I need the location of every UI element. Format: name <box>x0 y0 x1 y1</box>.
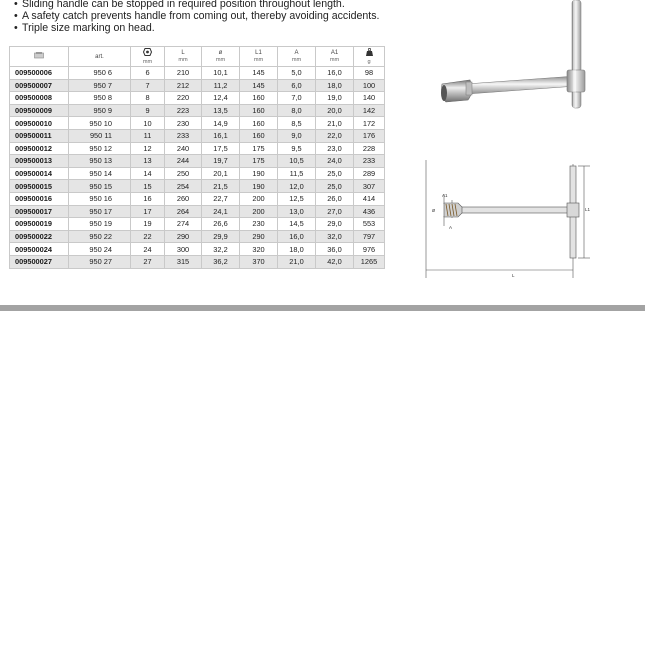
table-cell: 8,0 <box>278 104 316 117</box>
table-cell: 26,0 <box>316 192 354 205</box>
table-cell: 8 <box>131 92 165 105</box>
feature-item: • Sliding handle can be stopped in required position throughout length. <box>14 0 345 10</box>
product-code-cell: 009500027 <box>10 255 69 268</box>
product-code-cell: 009500022 <box>10 230 69 243</box>
article-cell: 950 27 <box>69 255 131 268</box>
table-cell: 233 <box>354 155 385 168</box>
table-cell: 9,5 <box>278 142 316 155</box>
t-handle-wrench-image <box>436 0 645 112</box>
table-cell: 11 <box>131 129 165 142</box>
table-row <box>10 167 385 180</box>
table-cell: 233 <box>165 129 202 142</box>
table-cell: 16,0 <box>316 67 354 80</box>
table-cell: 797 <box>354 230 385 243</box>
table-cell: 21,0 <box>316 117 354 130</box>
table-cell: 7,0 <box>278 92 316 105</box>
table-cell: 16 <box>131 192 165 205</box>
table-cell: 307 <box>354 180 385 193</box>
table-cell: 22 <box>131 230 165 243</box>
article-cell: 950 14 <box>69 167 131 180</box>
table-cell: 210 <box>165 67 202 80</box>
section-divider <box>0 305 645 311</box>
table-cell: 18,0 <box>316 79 354 92</box>
table-cell: 260 <box>165 192 202 205</box>
feature-list <box>14 0 379 34</box>
table-row <box>10 218 385 231</box>
table-cell: 10 <box>131 117 165 130</box>
table-cell: 23,0 <box>316 142 354 155</box>
table-row <box>10 205 385 218</box>
column-header: g <box>354 47 385 67</box>
table-cell: 290 <box>165 230 202 243</box>
table-cell: 228 <box>354 142 385 155</box>
article-cell: 950 6 <box>69 67 131 80</box>
table-cell: 10,1 <box>202 67 240 80</box>
table-cell: 145 <box>240 79 278 92</box>
table-cell: 145 <box>240 67 278 80</box>
table-cell: 18,0 <box>278 243 316 256</box>
table-cell: 42,0 <box>316 255 354 268</box>
table-row <box>10 155 385 168</box>
article-cell: 950 12 <box>69 142 131 155</box>
article-cell: 950 24 <box>69 243 131 256</box>
table-body <box>10 67 385 269</box>
product-code-cell: 009500010 <box>10 117 69 130</box>
table-cell: 12 <box>131 142 165 155</box>
table-cell: 12,5 <box>278 192 316 205</box>
table-cell: 244 <box>165 155 202 168</box>
table-cell: 414 <box>354 192 385 205</box>
table-cell: 9 <box>131 104 165 117</box>
table-cell: 230 <box>165 117 202 130</box>
table-cell: 14,9 <box>202 117 240 130</box>
column-header: art. <box>69 47 131 67</box>
product-code-cell: 009500017 <box>10 205 69 218</box>
article-cell: 950 7 <box>69 79 131 92</box>
label-a1: A1 <box>442 193 448 198</box>
table-cell: 315 <box>165 255 202 268</box>
product-code-cell: 009500011 <box>10 129 69 142</box>
table-cell: 300 <box>165 243 202 256</box>
table-cell: 12,4 <box>202 92 240 105</box>
table-cell: 13,5 <box>202 104 240 117</box>
table-cell: 200 <box>240 205 278 218</box>
table-cell: 223 <box>165 104 202 117</box>
table-cell: 27 <box>131 255 165 268</box>
table-row <box>10 67 385 80</box>
article-cell: 950 8 <box>69 92 131 105</box>
table-row <box>10 79 385 92</box>
feature-item: • Triple size marking on head. <box>14 22 155 34</box>
table-cell: 370 <box>240 255 278 268</box>
column-header: A1 mm <box>316 47 354 67</box>
table-cell: 6 <box>131 67 165 80</box>
table-cell: 160 <box>240 92 278 105</box>
article-cell: 950 9 <box>69 104 131 117</box>
table-cell: 100 <box>354 79 385 92</box>
table-cell: 13,0 <box>278 205 316 218</box>
table-row <box>10 142 385 155</box>
table-cell: 98 <box>354 67 385 80</box>
table-row <box>10 92 385 105</box>
table-cell: 29,9 <box>202 230 240 243</box>
table-cell: 16,1 <box>202 129 240 142</box>
table-cell: 976 <box>354 243 385 256</box>
table-cell: 10,5 <box>278 155 316 168</box>
product-code-cell: 009500012 <box>10 142 69 155</box>
table-cell: 14 <box>131 167 165 180</box>
product-code-cell: 009500007 <box>10 79 69 92</box>
product-code-cell: 009500015 <box>10 180 69 193</box>
article-cell: 950 11 <box>69 129 131 142</box>
table-cell: 190 <box>240 180 278 193</box>
column-header <box>10 47 69 67</box>
table-cell: 175 <box>240 155 278 168</box>
table-cell: 22,0 <box>316 129 354 142</box>
table-cell: 17 <box>131 205 165 218</box>
product-code-cell: 009500009 <box>10 104 69 117</box>
table-cell: 36,2 <box>202 255 240 268</box>
table-cell: 32,0 <box>316 230 354 243</box>
table-cell: 190 <box>240 167 278 180</box>
column-header: L mm <box>165 47 202 67</box>
table-cell: 264 <box>165 205 202 218</box>
table-cell: 7 <box>131 79 165 92</box>
label-a: A <box>449 225 453 230</box>
article-cell: 950 13 <box>69 155 131 168</box>
table-cell: 13 <box>131 155 165 168</box>
table-cell: 160 <box>240 117 278 130</box>
table-cell: 250 <box>165 167 202 180</box>
column-header: ø mm <box>202 47 240 67</box>
article-cell: 950 15 <box>69 180 131 193</box>
table-cell: 12,0 <box>278 180 316 193</box>
article-cell: 950 19 <box>69 218 131 231</box>
table-cell: 230 <box>240 218 278 231</box>
product-code-cell: 009500006 <box>10 67 69 80</box>
table-cell: 24,1 <box>202 205 240 218</box>
column-header: mm <box>131 47 165 67</box>
table-cell: 160 <box>240 129 278 142</box>
label-l: L <box>512 273 515 278</box>
table-cell: 175 <box>240 142 278 155</box>
table-cell: 20,0 <box>316 104 354 117</box>
table-cell: 289 <box>354 167 385 180</box>
table-cell: 160 <box>240 104 278 117</box>
feature-item: • A safety catch prevents handle from coming out, thereby avoiding accidents. <box>14 10 380 22</box>
table-cell: 20,1 <box>202 167 240 180</box>
product-code-cell: 009500024 <box>10 243 69 256</box>
table-cell: 320 <box>240 243 278 256</box>
table-cell: 1265 <box>354 255 385 268</box>
product-code-cell: 009500016 <box>10 192 69 205</box>
table-cell: 24,0 <box>316 155 354 168</box>
table-cell: 19 <box>131 218 165 231</box>
table-row <box>10 230 385 243</box>
table-cell: 27,0 <box>316 205 354 218</box>
table-cell: 32,2 <box>202 243 240 256</box>
table-cell: 26,6 <box>202 218 240 231</box>
table-header <box>10 47 385 67</box>
table-cell: 553 <box>354 218 385 231</box>
table-cell: 212 <box>165 79 202 92</box>
table-row <box>10 255 385 268</box>
table-row <box>10 129 385 142</box>
table-cell: 25,0 <box>316 167 354 180</box>
table-row <box>10 104 385 117</box>
table-cell: 17,5 <box>202 142 240 155</box>
table-cell: 254 <box>165 180 202 193</box>
product-code-cell: 009500019 <box>10 218 69 231</box>
table-cell: 140 <box>354 92 385 105</box>
product-code-cell: 009500013 <box>10 155 69 168</box>
table-cell: 9,0 <box>278 129 316 142</box>
table-cell: 15 <box>131 180 165 193</box>
product-code-icon <box>10 52 68 62</box>
table-cell: 6,0 <box>278 79 316 92</box>
table-row <box>10 192 385 205</box>
table-cell: 21,0 <box>278 255 316 268</box>
label-diameter: ø <box>432 208 436 214</box>
table-cell: 36,0 <box>316 243 354 256</box>
table-cell: 19,0 <box>316 92 354 105</box>
article-cell: 950 17 <box>69 205 131 218</box>
socket-size-icon <box>131 48 164 59</box>
table-cell: 11,2 <box>202 79 240 92</box>
table-cell: 24 <box>131 243 165 256</box>
article-cell: 950 16 <box>69 192 131 205</box>
table-cell: 200 <box>240 192 278 205</box>
table-cell: 290 <box>240 230 278 243</box>
column-header: A mm <box>278 47 316 67</box>
table-cell: 220 <box>165 92 202 105</box>
spec-table <box>9 46 385 269</box>
product-code-cell: 009500014 <box>10 167 69 180</box>
product-code-cell: 009500008 <box>10 92 69 105</box>
table-cell: 142 <box>354 104 385 117</box>
dimension-diagram <box>420 160 645 280</box>
table-row <box>10 243 385 256</box>
table-cell: 436 <box>354 205 385 218</box>
table-cell: 19,7 <box>202 155 240 168</box>
table-cell: 25,0 <box>316 180 354 193</box>
table-cell: 240 <box>165 142 202 155</box>
table-cell: 29,0 <box>316 218 354 231</box>
table-cell: 21,5 <box>202 180 240 193</box>
table-cell: 172 <box>354 117 385 130</box>
table-cell: 274 <box>165 218 202 231</box>
table-cell: 11,5 <box>278 167 316 180</box>
table-cell: 14,5 <box>278 218 316 231</box>
table-cell: 5,0 <box>278 67 316 80</box>
table-cell: 176 <box>354 129 385 142</box>
label-l1: L1 <box>585 207 591 212</box>
article-cell: 950 22 <box>69 230 131 243</box>
table-row <box>10 180 385 193</box>
table-row <box>10 117 385 130</box>
table-cell: 8,5 <box>278 117 316 130</box>
column-header: L1 mm <box>240 47 278 67</box>
weight-icon <box>354 48 384 59</box>
table-cell: 16,0 <box>278 230 316 243</box>
article-cell: 950 10 <box>69 117 131 130</box>
table-cell: 22,7 <box>202 192 240 205</box>
